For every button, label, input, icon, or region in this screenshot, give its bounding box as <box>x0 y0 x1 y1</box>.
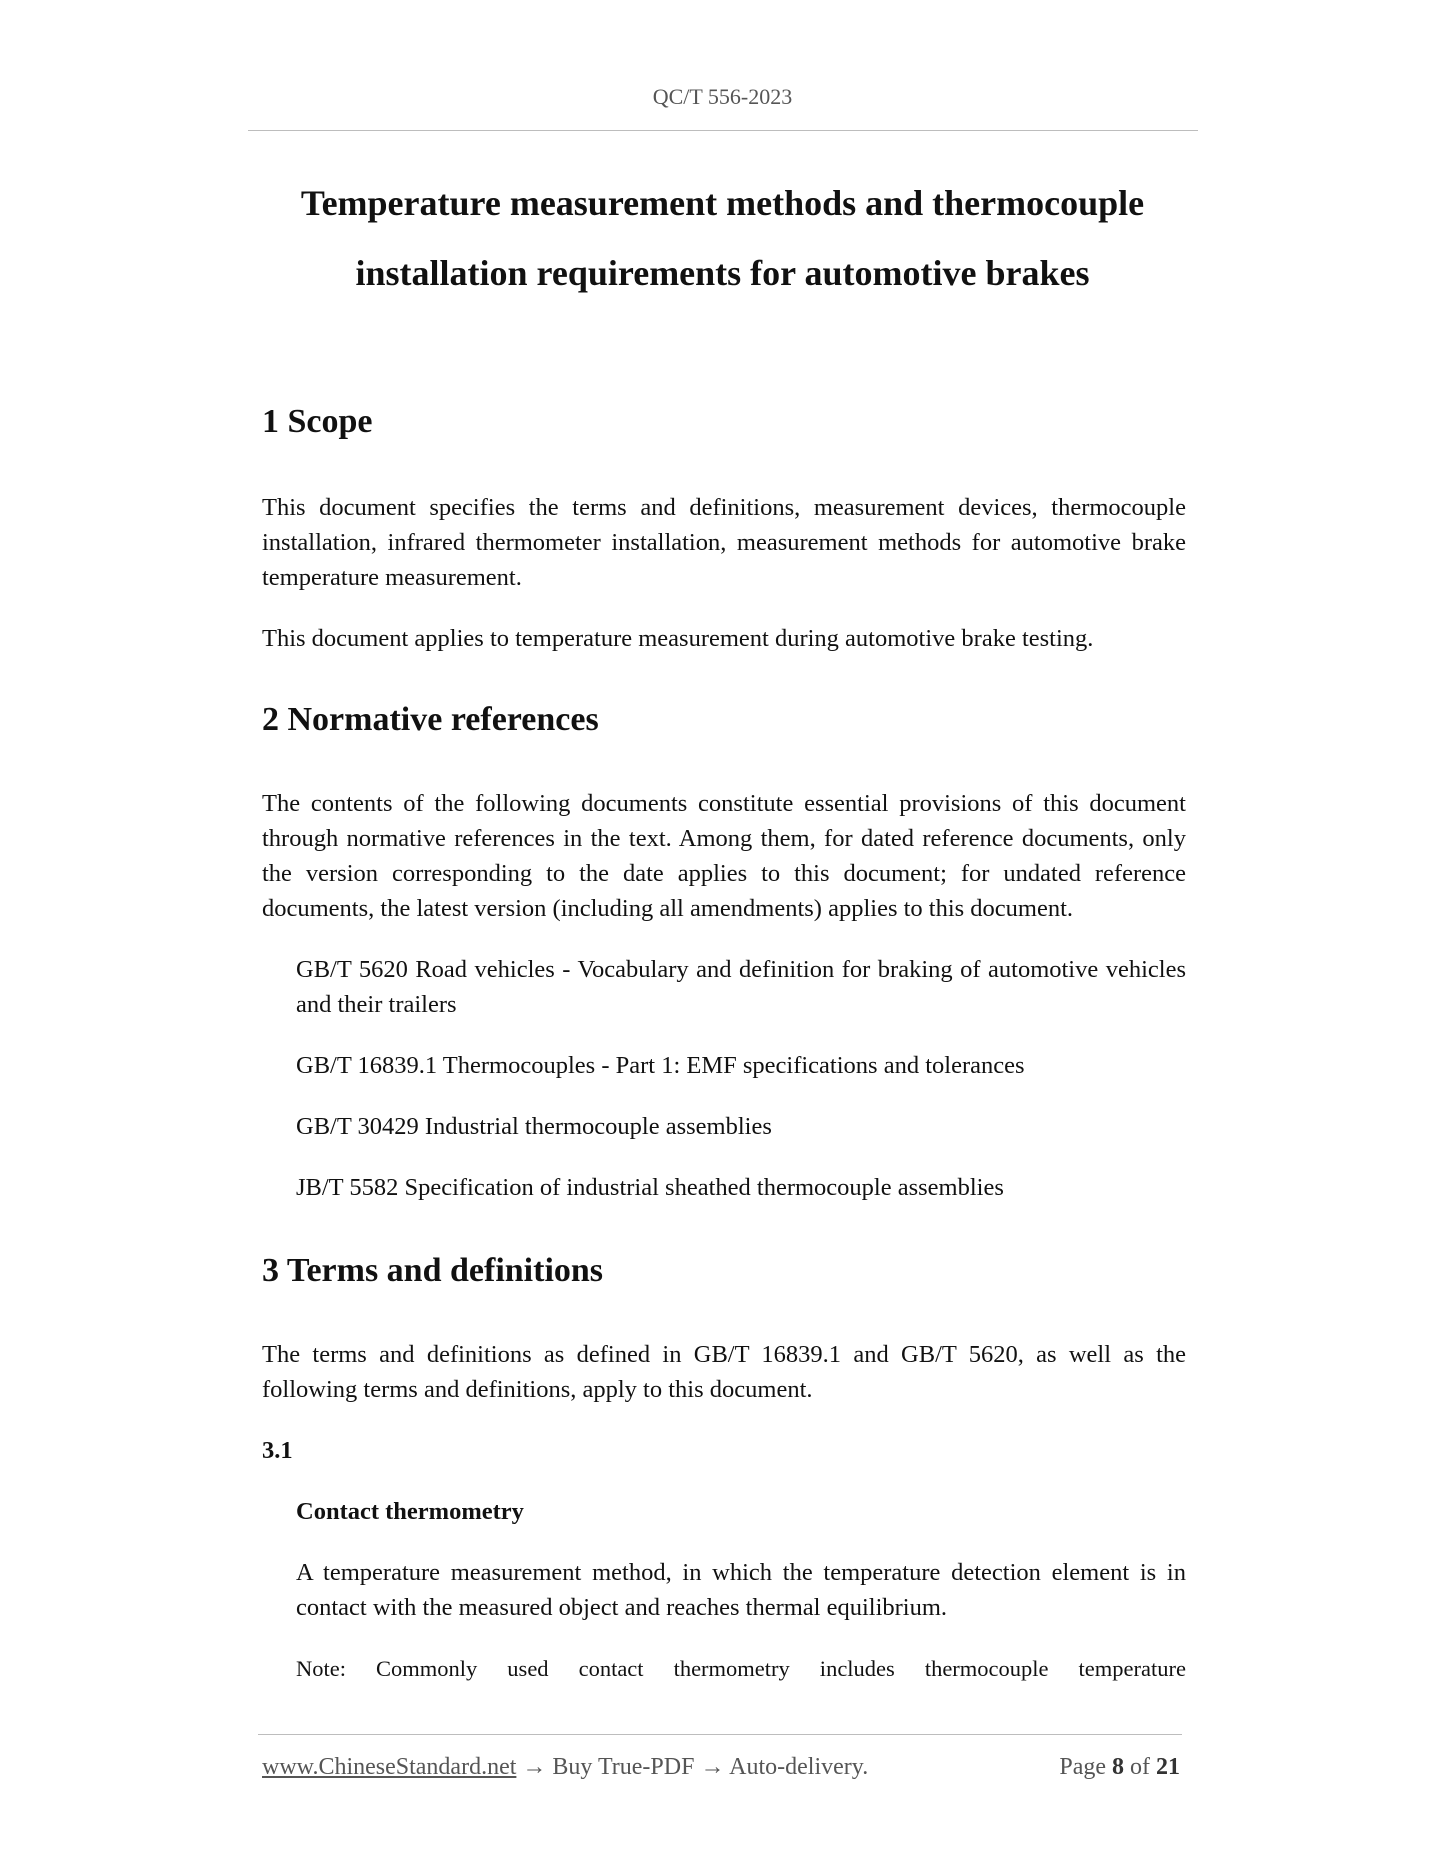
term-definition: A temperature measurement method, in which the temperature detection element is in contact with the measured object and reaches thermal equilibrium. <box>296 1559 1186 1621</box>
page-label: Page <box>1059 1754 1106 1780</box>
reference-item: JB/T 5582 Specification of industrial sheathed thermocouple assemblies <box>296 1174 1004 1201</box>
auto-delivery-text: Auto-delivery. <box>729 1754 869 1780</box>
document-title <box>240 168 1205 308</box>
document-title-line-2: installation requirements for automotive brakes <box>355 253 1090 293</box>
reference-item: GB/T 5620 Road vehicles - Vocabulary and definition for braking of automotive vehicles and their trailers <box>296 956 1186 1018</box>
page-indicator <box>1059 1750 1180 1784</box>
site-link[interactable]: www.ChineseStandard.net <box>262 1754 517 1780</box>
header-divider <box>248 130 1198 131</box>
page-header-code: QC/T 556-2023 <box>652 84 793 109</box>
term-title: Contact thermometry <box>296 1498 524 1525</box>
clause-number: 3.1 <box>262 1437 293 1464</box>
arrow-right-icon: → <box>522 1754 547 1780</box>
arrow-right-icon: → <box>700 1754 725 1780</box>
terms-paragraph: The terms and definitions as defined in GB/T 16839.1 and GB/T 5620, as well as the following terms and definitions, apply to this document. <box>262 1341 1186 1403</box>
document-body <box>262 398 1186 1712</box>
section-heading-scope: 1 Scope <box>262 403 373 440</box>
footer-divider <box>258 1734 1182 1735</box>
document-title-line-1: Temperature measurement methods and thermocouple <box>300 183 1145 223</box>
reference-item: GB/T 16839.1 Thermocouples - Part 1: EMF specifications and tolerances <box>296 1052 1025 1079</box>
section-heading-normative-references: 2 Normative references <box>262 701 599 738</box>
normative-paragraph: The contents of the following documents constitute essential provisions of this document through normative references in the text. Among them, for dated reference documents, only the version corresponding to the date applies to this document; for undated reference documents, the latest version (including all amendments) applies to this document. <box>262 790 1186 922</box>
term-note: Note: Commonly used contact thermometry includes thermocouple temperature <box>296 1656 1186 1681</box>
footer-promo <box>262 1750 868 1784</box>
scope-paragraph-1: This document specifies the terms and definitions, measurement devices, thermocouple installation, infrared thermometer installation, measurement methods for automotive brake temperature measurement. <box>262 494 1186 591</box>
page-total: 21 <box>1156 1754 1180 1780</box>
page-current: 8 <box>1112 1754 1124 1780</box>
page-of-label: of <box>1130 1754 1150 1780</box>
section-heading-terms: 3 Terms and definitions <box>262 1252 604 1289</box>
reference-item: GB/T 30429 Industrial thermocouple assemblies <box>296 1113 772 1140</box>
buy-true-pdf-text: Buy True-PDF <box>552 1754 695 1780</box>
scope-paragraph-2: This document applies to temperature measurement during automotive brake testing. <box>262 625 1094 652</box>
